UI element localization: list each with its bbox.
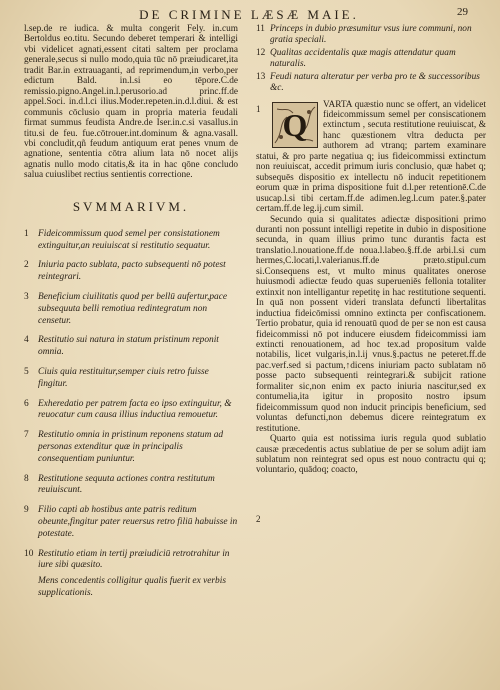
summary-item: 5 Ciuis quia restituitur,semper ciuis retro fuisse fingitur. <box>24 366 209 389</box>
summary-item: 10 Restitutio etiam in tertij præiudiciū retrotrahitur in iure sibi quæsito. <box>24 548 230 571</box>
right-column <box>256 24 486 524</box>
summary-heading: SVMMARIVM. <box>72 198 190 214</box>
summary-item: 3 Beneficium ciuilitatis quod per bellū aufertur,pace subsequuta belli remotiua redintegratum non censetur. <box>24 291 228 326</box>
summary-item: 9 Filio capti ab hostibus ante patris reditum obeunte,fingitur pater reuersus retro filiū habuisse in potestate. <box>24 505 238 539</box>
summary-item: 6 Exheredatio per patrem facta eo ipso extinguitur, & reuocatur cum causa illius inductiua remouetur. <box>24 398 232 421</box>
left-paragraph: l.sep.de re iudica. & multa congerit Fely. in.cum Bertoldus eo.titu. Secundo deberet temperari & intelligi vbi videlicet agnati,essent citati saltem per proclama generale,secus si nullo modo,quia tūc nō præiudicaret,ita tradit Bar.in extrauaganti, ad reprimendum,in verbo,per edictum Bald. in.l.si eo tēpore.C.de remissio.pigno.Angel.in.l.perusorio.ad princ.ff.de appel.Soci. in.d.l.ci ilius.Moder.repeten.in.d.l.diui. & est communis cōclusio quam in propria materia feudali firmat summus feudista Andre.de Iser.in.c.si vasallus.in titu.si de feu. fue.cōtrouer.int.dominum & agna.vasall. vbi concludit,qñ feudum antiquum erat penes vnum de agnatione, sententia cōtra alium lata nō nocet alijs agnatis nullo modo citatis,& ita in hac qōne concludo salua cuiuslibet rectius sentientis correctione. <box>24 24 238 181</box>
summary-list-continued <box>256 24 486 94</box>
margin-number: 2 <box>256 513 261 524</box>
body-paragraph: VARTA quæstio nunc se offert, an videlicet fideicommissum semel per consiscationem extinctum , secuta restitutione reuiuiscat, & hanc quæstionem vltra deducta per authorem ad vtranq; partem examinare statui, & pro parte negatiua q; ius fideicommissi extinctum non reuiuiscat, accedit primum iuris conclusio, quæ habet q; subsequēs dispositio ex intellectu nō inducit repetitionem eorum quæ in prima dispositione fuit d.l.per retentionē.C.de usucap.l.si tibi certam.ff.de adimen.leg.l.cum pater.§.pater certam.ff.de leg.ij.cum simil. <box>256 99 486 215</box>
running-title: DE CRIMINE LÆSÆ MAIE. <box>139 7 359 22</box>
summary-item: 7 Restitutio omnia in pristinum reponens statum ad personas extenditur quæ in principalis consequentiam puniuntur. <box>24 430 224 464</box>
summary-item: Mens concedentis colligitur qualis fuerit ex verbis supplicationis. <box>38 576 226 598</box>
dropcap-letter: Q <box>282 106 308 143</box>
summary-item: 2 Iniuria pacto sublata, pacto subsequenti nō potest reintegrari. <box>24 260 226 283</box>
summary-item: 13 Feudi natura alteratur per verba pro te & successoribus &c. <box>256 72 480 93</box>
summary-item: 1 Fideicommissum quod semel per consistationem extinguitur,an reuiuiscat si restitutio sequatur. <box>24 228 220 251</box>
body-paragraph: Secundo quia si qualitates adiectæ dispositioni primo duranti non possunt intelligi repetite in dubio in dispositione secunda, in quam illius primo tunc durantis facta est translatio.l.nouatione.ff.de noua.l.labeo.§.ff.de arbi.l.si cum hermes,C.locati,l.valerianus.ff.de præto.stipul.cum si.Consequens est, vt multo minus qualitates onerose huiusmodi adiectæ feudo quas superueniēs fellonia totaliter extinxit non intelligantur repetitę in hac restitutione sequenti. In quā non possent videri translata defuncti libertalitas inductiua fideicōmissi omnino extincta per confiscationem. Tertio probatur, quia id renouatū quod de per se non est causa fideicommissi nō pot inducere eiusdem fideicommissi iam extincti renouationem, ad hoc tex.ad propositum valde notabilis, licet vulgaris,in.l.ij vnus.§.pactus ne peteret.ff.de pac.verf.sed si pactum,↑dicens iniuriam pacto sublatam nō posse pacto subsequenti reintegrari.& subijcit ratione formaliter sic,non enim ex pacto iniuria nascitur,sed ex contumelia,ita igitur in proposito nostro ipsum fideicommissum quod non inducit principis beneficium, sed voluntas defuncti,non debemus dicere reintegratum ex restitutione. <box>256 214 486 434</box>
summary-item: 4 Restitutio sui natura in statum pristinum reponit omnia. <box>24 335 219 358</box>
left-column <box>24 24 238 608</box>
running-header <box>24 6 474 24</box>
summary-item: 12 Qualitas accidentalis quæ magis attendatur quam naturalis. <box>256 48 456 69</box>
summary-item: 11 Princeps in dubio præsumitur vsus iure communi, non gratia speciali. <box>256 24 472 45</box>
page-number: 29 <box>457 6 468 18</box>
main-text <box>256 99 486 524</box>
body-paragraph: Quarto quia est notissima iuris regula quod sublatio causæ præcedentis actus sublatiue de per se solum adijt iam sublatum non reintegrat sed opus est nouo contractu qui q; voluntario, quādoq; coacto, <box>256 434 486 476</box>
margin-number: 1 <box>256 103 261 114</box>
summary-item: 8 Restitutione sequuta actiones contra restitutum reuiuiscunt. <box>24 473 215 496</box>
summary-list <box>24 229 238 600</box>
ornamental-initial <box>272 102 318 148</box>
two-column-body <box>24 24 486 688</box>
